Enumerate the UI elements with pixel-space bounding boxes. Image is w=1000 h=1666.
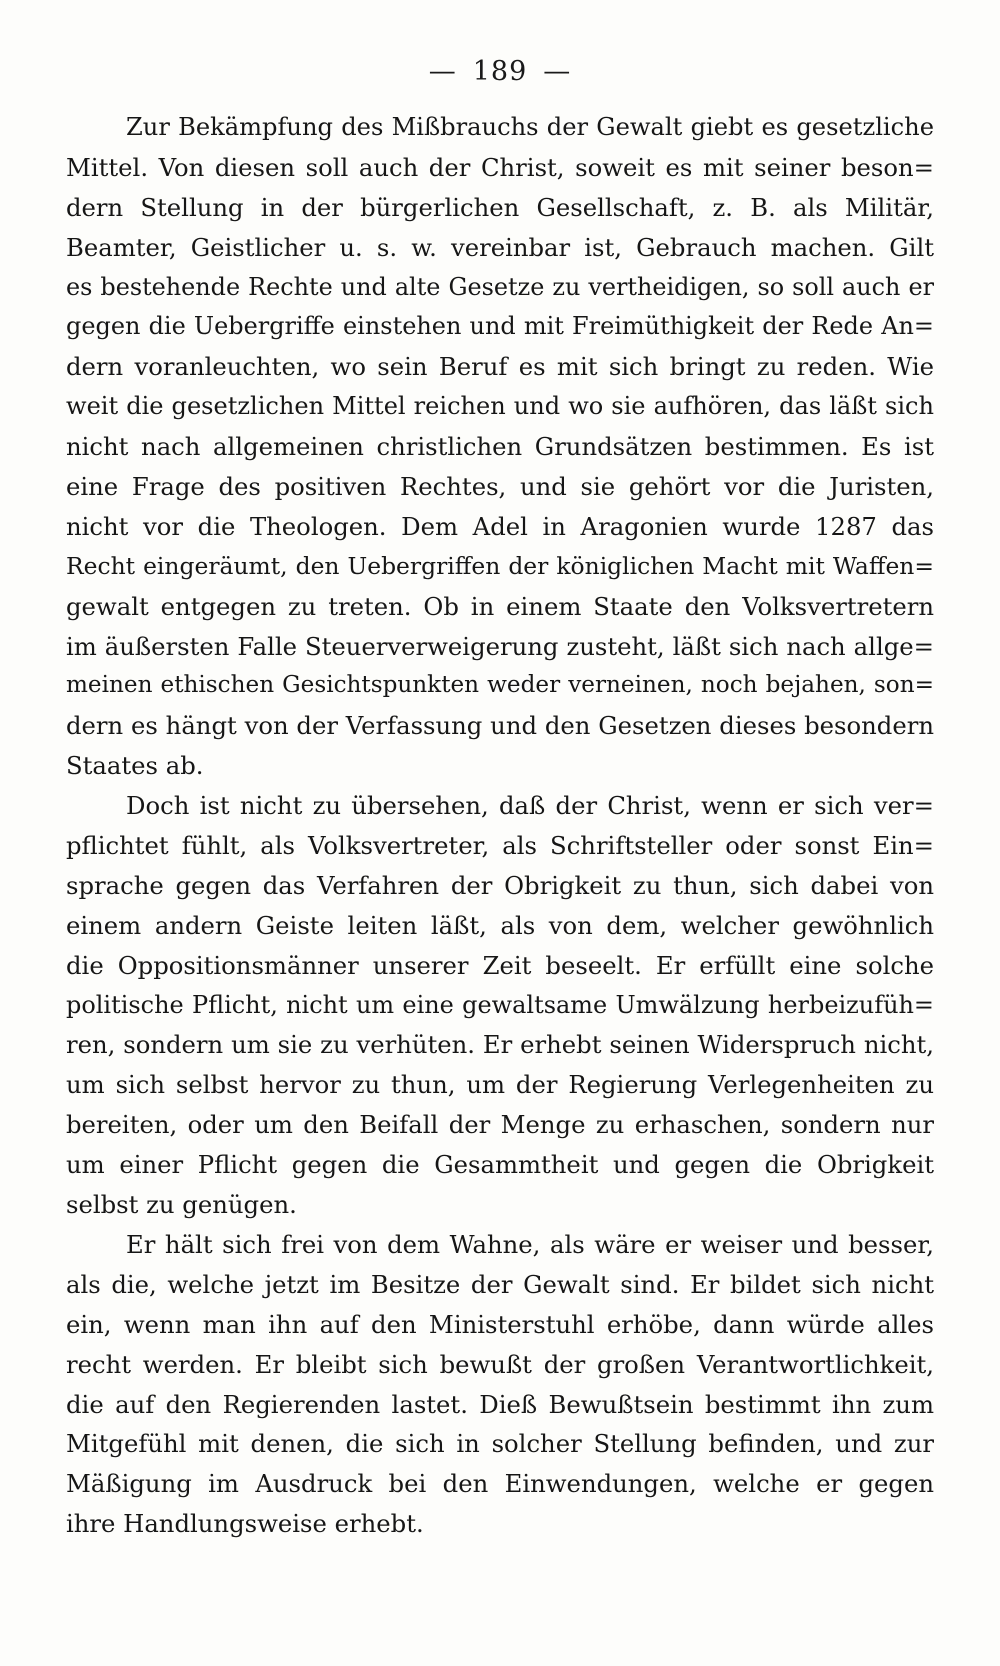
text-line: pflichtet fühlt, als Volksvertreter, als Schriftsteller oder sonst Ein= — [66, 831, 934, 861]
text-line: recht werden. Er bleibt sich bewußt der großen Verantwortlichkeit, — [66, 1349, 934, 1379]
header-dash-left: — — [428, 56, 457, 87]
text-line: Doch ist nicht zu übersehen, daß der Christ, wenn er sich ver= — [126, 791, 934, 821]
body-text — [66, 108, 934, 1544]
text-line: Mittel. Von diesen soll auch der Christ, soweit es mit seiner beson= — [66, 152, 934, 182]
header-dash-right: — — [543, 56, 572, 87]
text-line: ihre Handlungsweise erhebt. — [66, 1509, 424, 1539]
text-line: Zur Bekämpfung des Mißbrauchs der Gewalt giebt es gesetzliche — [126, 113, 934, 141]
text-line: Staates ab. — [66, 751, 204, 781]
text-line: sprache gegen das Verfahren der Obrigkeit zu thun, sich dabei von — [66, 870, 934, 900]
text-line: um einer Pflicht gegen die Gesammtheit und gegen die Obrigkeit — [66, 1150, 934, 1180]
text-line: politische Pflicht, nicht um eine gewaltsame Umwälzung herbeizufüh= — [66, 990, 934, 1019]
text-line: Beamter, Geistlicher u. s. w. vereinbar ist, Gebrauch machen. Gilt — [66, 232, 934, 262]
text-line: die auf den Regierenden lastet. Dieß Bewußtsein bestimmt ihn zum — [66, 1389, 934, 1419]
text-line: im äußersten Falle Steuerverweigerung zusteht, läßt sich nach allge= — [66, 631, 934, 661]
text-line: dern es hängt von der Verfassung und den Gesetzen dieses besondern — [66, 711, 934, 741]
text-line: einem andern Geiste leiten läßt, als von dem, welcher gewöhnlich — [66, 910, 934, 940]
page-number: 189 — [472, 56, 528, 87]
text-line: die Oppositionsmänner unserer Zeit beseelt. Er erfüllt eine solche — [66, 950, 934, 980]
text-line: es bestehende Rechte und alte Gesetze zu vertheidigen, so soll auch er — [66, 272, 934, 301]
text-line: dern voranleuchten, wo sein Beruf es mit sich bringt zu reden. Wie — [66, 352, 934, 382]
text-line: nicht nach allgemeinen christlichen Grundsätzen bestimmen. Es ist — [66, 432, 934, 462]
paragraph-1 — [66, 108, 934, 786]
text-line: ein, wenn man ihn auf den Ministerstuhl erhöbe, dann würde alles — [66, 1309, 934, 1339]
text-line: gewalt entgegen zu treten. Ob in einem Staate den Volksvertretern — [66, 591, 934, 621]
text-line: gegen die Uebergriffe einstehen und mit Freimüthigkeit der Rede An= — [66, 312, 934, 341]
text-line: nicht vor die Theologen. Dem Adel in Aragonien wurde 1287 das — [66, 511, 934, 541]
text-line: selbst zu genügen. — [66, 1190, 297, 1220]
text-line: Recht eingeräumt, den Uebergriffen der königlichen Macht mit Waffen= — [66, 551, 934, 580]
paragraph-3 — [66, 1225, 934, 1544]
text-line: eine Frage des positiven Rechtes, und sie gehört vor die Juristen, — [66, 472, 934, 502]
text-line: als die, welche jetzt im Besitze der Gewalt sind. Er bildet sich nicht — [66, 1269, 934, 1299]
page-header — [0, 56, 1000, 87]
text-line: Mitgefühl mit denen, die sich in solcher Stellung befinden, und zur — [66, 1429, 934, 1459]
text-line: dern Stellung in der bürgerlichen Gesellschaft, z. B. als Militär, — [66, 192, 934, 222]
text-line: Mäßigung im Ausdruck bei den Einwendungen, welche er gegen — [66, 1469, 934, 1499]
paragraph-2 — [66, 786, 934, 1225]
text-line: um sich selbst hervor zu thun, um der Regierung Verlegenheiten zu — [66, 1070, 934, 1100]
text-line: Er hält sich frei von dem Wahne, als wäre er weiser und besser, — [126, 1229, 934, 1259]
text-line: bereiten, oder um den Beifall der Menge zu erhaschen, sondern nur — [66, 1110, 934, 1140]
text-line: ren, sondern um sie zu verhüten. Er erhebt seinen Widerspruch nicht, — [66, 1030, 934, 1060]
text-line: weit die gesetzlichen Mittel reichen und wo sie aufhören, das läßt sich — [66, 392, 934, 421]
text-line: meinen ethischen Gesichtspunkten weder verneinen, noch bejahen, son= — [66, 672, 934, 699]
